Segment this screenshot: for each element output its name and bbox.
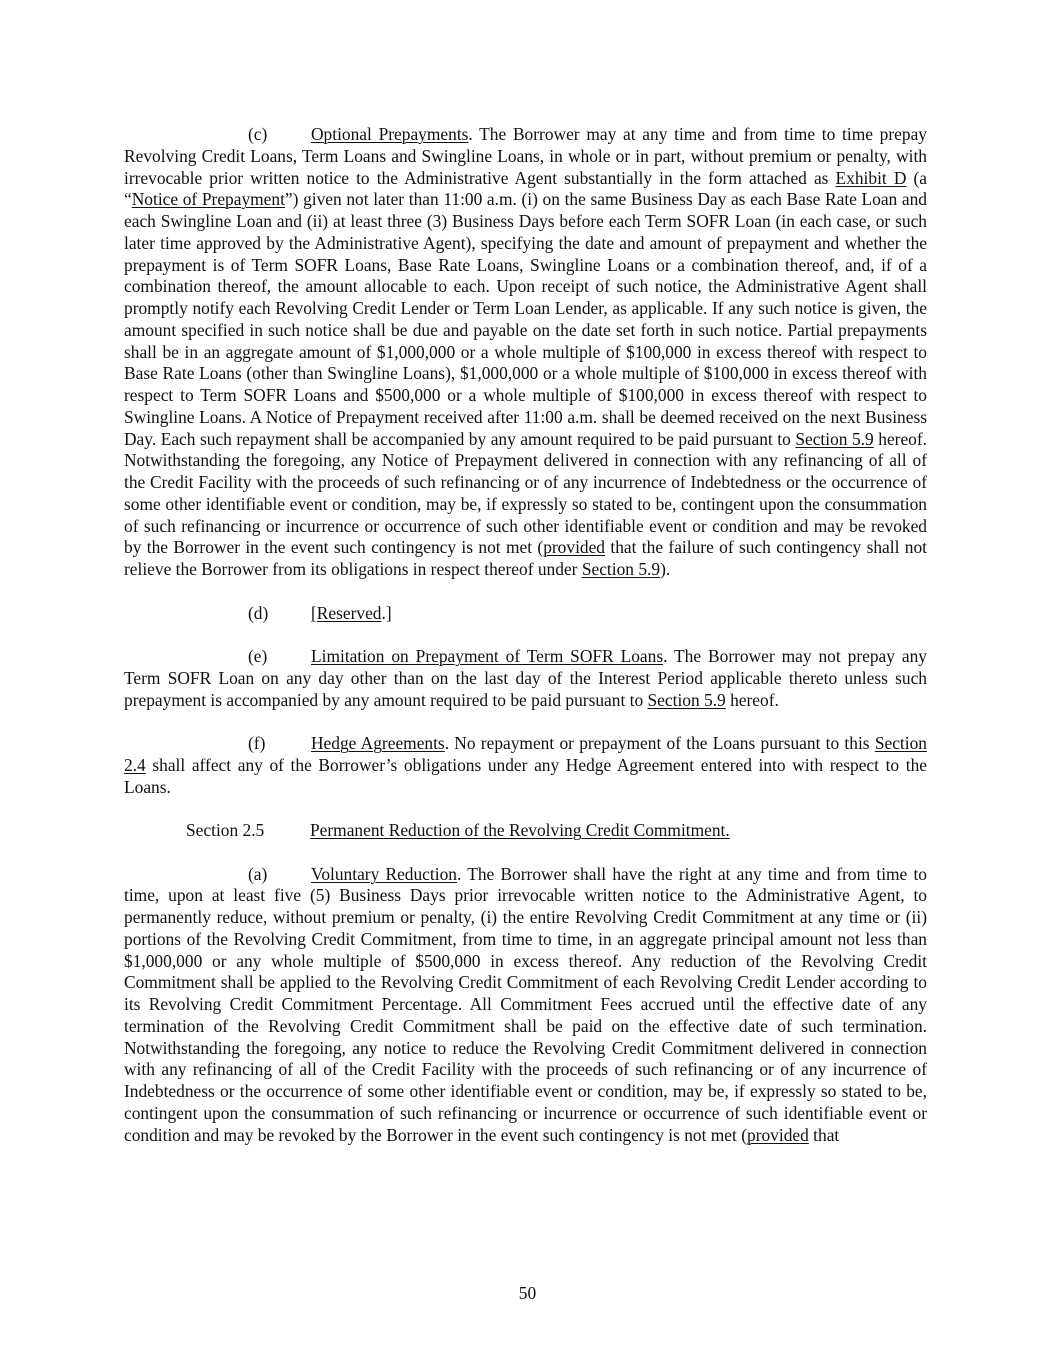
section-reference: Section 5.9 <box>795 428 874 449</box>
section-reference: Section 2.4 <box>124 733 927 775</box>
clause-label: (c) <box>248 124 268 144</box>
paragraph-a-voluntary-reduction <box>124 864 927 1147</box>
proviso-term: provided <box>747 1124 809 1145</box>
document-page <box>124 124 927 1146</box>
defined-term: Notice of Prepayment <box>131 189 285 210</box>
clause-text: that the failure of such contingency shall not relieve the Borrower from its obligations in respect thereof under <box>124 537 927 579</box>
clause-label: (a) <box>248 863 268 884</box>
section-heading-2-5 <box>124 820 927 842</box>
clause-heading: Hedge Agreements <box>311 733 445 753</box>
clause-text: . The Borrower may not prepay any Term SOFR Loan on any day other than on the last day of the Interest Period applicable thereto unless such prepayment is accompanied by any amount required to be paid pursuant to <box>124 646 927 710</box>
clause-text: shall affect any of the Borrower’s obligations under any Hedge Agreement entered into with respect to the Loans. <box>124 754 927 797</box>
proviso-term: provided <box>543 537 606 558</box>
section-number: Section 2.5 <box>186 820 265 840</box>
exhibit-reference: Exhibit D <box>835 167 907 188</box>
clause-text: hereof. Notwithstanding the foregoing, any Notice of Prepayment delivered in connection with any refinancing of all of the Credit Facility with the proceeds of such refinancing or of any incurrence of Indebtedness or the occurrence of some other identifiable event or condition, may be, if expressly so stated to be, contingent upon the consummation of such refinancing or incurrence or occurrence of such other identifiable event or condition and may be revoked by the Borrower in the event such contingency is not met ( <box>124 428 928 558</box>
section-reference: Section 5.9 <box>647 689 726 710</box>
clause-label: (d) <box>248 602 269 623</box>
clause-text: .] <box>381 602 392 623</box>
clause-heading: Voluntary Reduction <box>311 863 457 884</box>
paragraph-c-optional-prepayments <box>124 124 927 581</box>
clause-text: ). <box>660 559 671 579</box>
page-number: 50 <box>518 1283 537 1303</box>
clause-text: ”) given not later than 11:00 a.m. (i) on the same Business Day as each Base Rate Loan and each Swingline Loan and (ii) at least three (3) Business Days before each Term SOFR Loan (in each case, or such later time approved by the Administrative Agent), specifying the date and amount of prepayment and whether the prepayment is of Term SOFR Loans, Base Rate Loans, Swingline Loans or a combination thereof, and, if of a combination thereof, the amount allocable to each. Upon receipt of such notice, the Administrative Agent shall promptly notify each Revolving Credit Lender or Term Loan Lender, as applicable. If any such notice is given, the amount specified in such notice shall be due and payable on the date set forth in such notice. Partial prepayments shall be in an aggregate amount of $1,000,000 or a whole multiple of $100,000 in excess thereof with respect to Base Rate Loans (other than Swingline Loans), $1,000,000 or a whole multiple of $100,000 in excess thereof with respect to Term SOFR Loans and $500,000 or a whole multiple of $100,000 in excess thereof with respect to Swingline Loans. A Notice of Prepayment received after 11:00 a.m. shall be deemed received on the next Business Day. Each such repayment shall be accompanied by any amount required to be paid pursuant to <box>124 189 927 449</box>
clause-text: that <box>808 1124 840 1145</box>
clause-text: . The Borrower shall have the right at any time and from time to time, upon at least five (5) Business Days prior irrevocable written notice to the Administrative Agent, to permanently reduce, without premium or penalty, (i) the entire Revolving Credit Commitment at any time or (ii) portions of the Revolving Credit Commitment, from time to time, in an aggregate principal amount not less than $1,000,000 or any whole multiple of $500,000 in excess thereof. Any reduction of the Revolving Credit Commitment shall be applied to the Revolving Credit Commitment of each Revolving Credit Lender according to its Revolving Credit Commitment Percentage. All Commitment Fees accrued until the effective date of any termination of the Revolving Credit Commitment shall be paid on the effective date of such termination. Notwithstanding the foregoing, any notice to reduce the Revolving Credit Commitment delivered in connection with any refinancing of all of the Credit Facility with the proceeds of such refinancing or of any incurrence of Indebtedness or the occurrence of some other identifiable event or condition, may be, if expressly so stated to be, contingent upon the consummation of such refinancing or incurrence or occurrence of such identifiable event or condition and may be revoked by the Borrower in the event such contingency is not met ( <box>124 863 927 1145</box>
clause-heading: Limitation on Prepayment of Term SOFR Loans <box>311 646 664 666</box>
paragraph-e-limitation <box>124 646 927 711</box>
clause-label: (f) <box>248 733 266 753</box>
clause-heading: Optional Prepayments <box>311 124 469 144</box>
paragraph-d-reserved <box>124 603 927 625</box>
clause-label: (e) <box>248 646 268 666</box>
paragraph-f-hedge-agreements <box>124 733 927 798</box>
clause-text: . The Borrower may at any time and from time to time prepay Revolving Credit Loans, Term Loans and Swingline Loans, in whole or in part, without premium or penalty, with irrevocable prior written notice to the Administrative Agent substantially in the form attached as <box>124 124 927 188</box>
clause-text: hereof. <box>725 689 779 710</box>
section-title: Permanent Reduction of the Revolving Credit Commitment. <box>310 820 730 840</box>
clause-text: . No repayment or prepayment of the Loans pursuant to this <box>444 733 875 753</box>
section-reference: Section 5.9 <box>581 559 661 579</box>
clause-heading: [Reserved <box>311 602 382 623</box>
clause-text: (a “ <box>124 167 928 210</box>
